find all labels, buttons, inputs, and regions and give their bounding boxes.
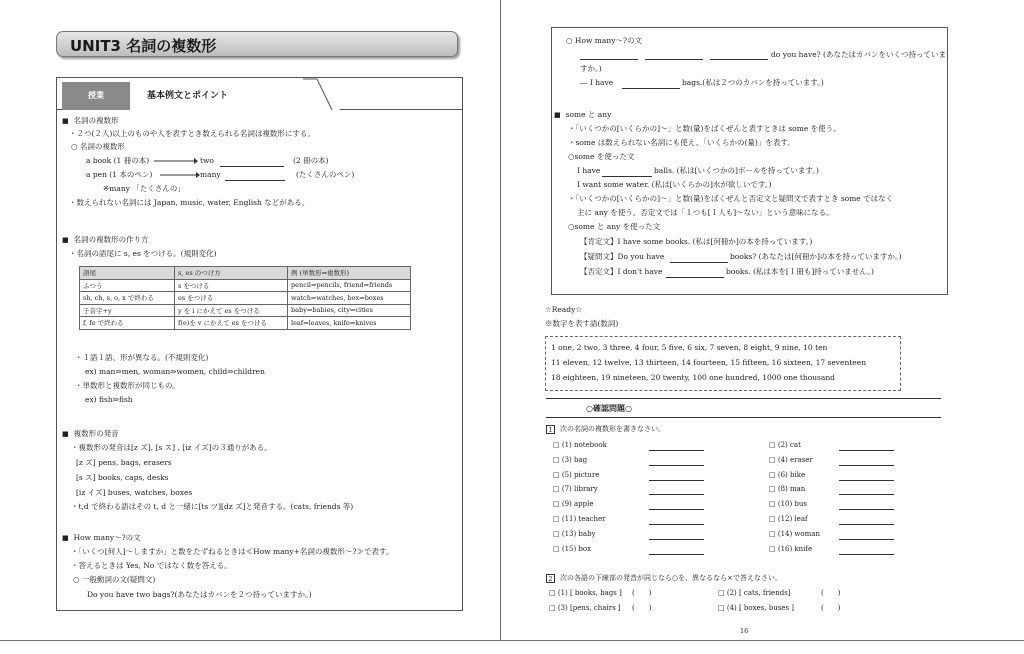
numbers-box bbox=[545, 336, 901, 391]
lesson-tab: 授業 bbox=[62, 82, 130, 110]
answer-blank[interactable] bbox=[839, 524, 894, 525]
answer-blank[interactable] bbox=[839, 494, 894, 495]
answer-blank bbox=[220, 166, 284, 167]
answer-blank[interactable] bbox=[649, 524, 704, 525]
text-line: Do you have two bags?(あなたはカバンを２つ持っていますか。) bbox=[87, 590, 312, 599]
lesson-box bbox=[56, 77, 463, 611]
question-item: □ (1) notebook bbox=[553, 441, 607, 449]
question-item: □ (4) eraser bbox=[769, 456, 813, 464]
question-item: □ (7) library bbox=[553, 485, 598, 493]
plural-rules-table bbox=[79, 266, 411, 330]
question-item: □ (14) woman bbox=[769, 530, 820, 538]
text-line: [s ス] books, caps, desks bbox=[76, 473, 169, 482]
question-number: 1 bbox=[546, 425, 555, 434]
answer-blank[interactable] bbox=[649, 554, 704, 555]
answer-blank[interactable] bbox=[839, 509, 894, 510]
text-line: books? (あなたは[何冊か]の本を持っていますか。) bbox=[730, 252, 902, 261]
question-item: □ (12) leaf bbox=[769, 515, 808, 523]
question-number: 2 bbox=[546, 574, 555, 583]
section-pronunciation: ■ 複数形の発音 bbox=[62, 429, 119, 439]
text-line: ・t,d で終わる語はその t, d と一緒に[ts ツ][dz ズ]と発音する。(cats, friends 等) bbox=[71, 502, 354, 511]
table-cell: ふつう bbox=[80, 279, 175, 292]
question-item: □ (6) bike bbox=[769, 471, 806, 479]
table-cell: sh, ch, s, o, x で終わる bbox=[80, 292, 175, 305]
question-item: □ (1) [ books, bags ] bbox=[549, 589, 622, 597]
check-questions-title: ○確認問題○ bbox=[586, 404, 632, 413]
ready-subtitle: ※数字を表す語(数詞) bbox=[545, 319, 619, 328]
question-item: □ (3) bag bbox=[553, 456, 588, 464]
answer-blank bbox=[645, 59, 703, 60]
text-line: ・「いくつ[何人]～しますか」と数をたずねるときは≪How many+名詞の複数形～?≫で表す。 bbox=[71, 547, 394, 556]
answer-blank[interactable] bbox=[839, 450, 894, 451]
question-item: □ (9) apple bbox=[553, 500, 594, 508]
text-line: 【否定文】I don't have bbox=[580, 267, 663, 276]
question-item: □ (2) [ cats, friends] bbox=[718, 589, 791, 597]
text-line: ・「いくつかの[いくらかの]～」と数(量)をばくぜんと表すときは some を使う。 bbox=[568, 124, 841, 133]
tab-bar bbox=[57, 78, 462, 110]
text-line: ― I have bbox=[580, 78, 614, 87]
text-line: books. (私は本を[１冊も]持っていません。) bbox=[726, 267, 874, 276]
section-some-any: ■ some と any bbox=[554, 110, 611, 120]
section-plural: ■ 名詞の複数形 bbox=[62, 116, 119, 126]
question-1 bbox=[546, 424, 665, 434]
unit-title: UNIT3 名詞の複数形 bbox=[56, 31, 458, 57]
check-questions-header bbox=[546, 398, 941, 418]
answer-paren[interactable]: ( ) bbox=[821, 589, 841, 597]
question-text: 次の名詞の複数形を書きなさい。 bbox=[560, 425, 665, 433]
arrow-icon bbox=[154, 158, 198, 164]
answer-blank bbox=[622, 88, 680, 89]
answer-blank bbox=[670, 262, 728, 263]
text-line: ・１語１語、形が異なる。(不規則変化) bbox=[75, 353, 209, 362]
text-line: ・「いくつかの[いくらかの]～」と数(量)をばくぜんと否定文と疑問文で表すとき some ではなく bbox=[568, 194, 894, 203]
question-item: □ (13) baby bbox=[553, 530, 596, 538]
text-line: ex) man⇒men, woman⇒women, child⇒children bbox=[85, 367, 265, 376]
table-cell: leaf⇒leaves, knife⇒knives bbox=[288, 317, 411, 330]
text-line: two bbox=[200, 156, 214, 165]
table-cell: baby⇒babies, city⇒cities bbox=[288, 304, 411, 317]
question-item: □ (16) knife bbox=[769, 545, 813, 553]
section-how-many: ■ How many～?の文 bbox=[62, 533, 141, 543]
text-line: [iz イズ] buses, watches, boxes bbox=[76, 488, 193, 497]
text-line: a pen (1 本のペン) bbox=[86, 170, 153, 179]
table-cell: 例 (単数形⇒複数形) bbox=[288, 267, 411, 280]
answer-blank[interactable] bbox=[649, 450, 704, 451]
arrow-icon bbox=[160, 172, 200, 178]
text-line: ・複数形の発音は[z ズ], [s ス] , [iz イズ]の３通りがある。 bbox=[71, 443, 272, 452]
answer-blank bbox=[666, 277, 724, 278]
question-item: □ (11) teacher bbox=[553, 515, 606, 523]
answer-blank bbox=[602, 176, 652, 177]
answer-blank[interactable] bbox=[839, 539, 894, 540]
answer-blank[interactable] bbox=[649, 494, 704, 495]
text-line: 1 one, 2 two, 3 three, 4 four, 5 five, 6 six, 7 seven, 8 eight, 9 nine, 10 ten bbox=[551, 343, 828, 352]
text-line: (2 冊の本) bbox=[293, 156, 329, 165]
text-line: balls. (私は[いくつかの]ボールを持っています。) bbox=[654, 166, 819, 175]
tab-title: 基本例文とポイント bbox=[130, 82, 340, 110]
question-item: □ (4) [ boxes, buses ] bbox=[718, 604, 795, 612]
text-line: ・単数形と複数形が同じもの。 bbox=[75, 381, 180, 390]
table-cell: f, fe で終わる bbox=[80, 317, 175, 330]
answer-blank bbox=[710, 59, 768, 60]
answer-blank[interactable] bbox=[649, 480, 704, 481]
answer-blank[interactable] bbox=[649, 465, 704, 466]
text-line: I have bbox=[577, 166, 601, 175]
question-item: □ (3) [pens, chairs ] bbox=[549, 604, 621, 612]
text-line: bags.(私は２つのカバンを持っています。) bbox=[682, 78, 824, 87]
text-line: 【肯定文】I have some books. (私は[何冊か]の本を持っています。) bbox=[580, 237, 813, 246]
answer-blank[interactable] bbox=[839, 465, 894, 466]
text-line: (たくさんのペン) bbox=[296, 170, 355, 179]
text-line: [z ズ] pens, bags, erasers bbox=[76, 458, 172, 467]
text-line: 【疑問文】Do you have bbox=[580, 252, 665, 261]
text-line: ○some を使った文 bbox=[568, 152, 635, 161]
ready-title: ☆Ready☆ bbox=[545, 305, 583, 314]
text-line: 18 eighteen, 19 nineteen, 20 twenty, 100 one hundred, 1000 one thousand bbox=[551, 373, 835, 382]
question-item: □ (10) bus bbox=[769, 500, 808, 508]
question-text: 次の各語の下線部の発音が同じなら○を、異なるなら×で答えなさい。 bbox=[560, 574, 782, 582]
question-item: □ (15) box bbox=[553, 545, 592, 553]
table-cell: 語尾 bbox=[80, 267, 175, 280]
question-item: □ (2) cat bbox=[769, 441, 801, 449]
tab-slant bbox=[303, 78, 333, 111]
table-cell: y を i にかえて es をつける bbox=[175, 304, 288, 317]
answer-paren[interactable]: ( ) bbox=[821, 604, 841, 612]
text-line: ex) fish⇒fish bbox=[85, 395, 133, 404]
answer-paren[interactable]: ( ) bbox=[632, 589, 652, 597]
page-number: 16 bbox=[740, 627, 749, 635]
table-cell: s, es のつけ方 bbox=[175, 267, 288, 280]
text-line: a book (1 冊の本) bbox=[86, 156, 150, 165]
section-rules: ■ 名詞の複数形の作り方 bbox=[62, 235, 149, 245]
answer-paren[interactable]: ( ) bbox=[632, 604, 652, 612]
answer-blank[interactable] bbox=[839, 480, 894, 481]
answer-blank[interactable] bbox=[839, 554, 894, 555]
answer-blank bbox=[225, 180, 285, 181]
text-line: ・some は数えられない名詞にも使え、「いくらかの(量)」を表す。 bbox=[568, 138, 795, 147]
page-divider bbox=[500, 0, 501, 640]
text-line: ○ How many～?の文 bbox=[566, 36, 642, 45]
bottom-rule bbox=[0, 640, 1024, 641]
text-line: 主に any を使う。否定文では「１つも[１人も]～ない」という意味になる。 bbox=[577, 208, 834, 217]
text-line: I want some water. (私は[いくらかの]水が欲しいです。) bbox=[577, 180, 772, 189]
question-item: □ (8) man bbox=[769, 485, 806, 493]
text-line: 11 eleven, 12 twelve, 13 thirteen, 14 fourteen, 15 fifteen, 16 sixteen, 17 seventeen bbox=[551, 358, 867, 367]
table-cell: f(e)を v にかえて es をつける bbox=[175, 317, 288, 330]
text-line: ○ 一般動詞の文(疑問文) bbox=[73, 575, 156, 584]
question-2 bbox=[546, 573, 782, 583]
table-cell: pencil⇒pencils, friend⇒friends bbox=[288, 279, 411, 292]
grammar-box bbox=[551, 27, 948, 295]
answer-blank bbox=[580, 59, 638, 60]
text-line: ○some と any を使った文 bbox=[568, 222, 661, 231]
text-line: many bbox=[200, 170, 221, 179]
text-line: すか。) bbox=[580, 64, 602, 73]
table-cell: s をつける bbox=[175, 279, 288, 292]
answer-blank[interactable] bbox=[649, 539, 704, 540]
text-line: ・名詞の語尾に s, es をつける。(規則変化) bbox=[69, 249, 217, 258]
table-cell: 子音字+y bbox=[80, 304, 175, 317]
text-line: ・数えられない名詞には Japan, music, water, English などがある。 bbox=[69, 198, 310, 207]
table-cell: watch⇒watches, box⇒boxes bbox=[288, 292, 411, 305]
text-line: do you have? (あなたはカバンをいくつ持っていま bbox=[771, 50, 946, 59]
text-line: ○ 名詞の複数形 bbox=[71, 142, 125, 151]
text-line: ※many 「たくさんの」 bbox=[103, 184, 185, 193]
table-cell: es をつける bbox=[175, 292, 288, 305]
answer-blank[interactable] bbox=[649, 509, 704, 510]
text-line: ・答えるときは Yes, No ではなく数を答える。 bbox=[71, 561, 232, 570]
question-item: □ (5) picture bbox=[553, 471, 600, 479]
text-line: ・２つ(２人)以上のものや人を表すとき数えられる名詞は複数形にする。 bbox=[69, 129, 315, 138]
